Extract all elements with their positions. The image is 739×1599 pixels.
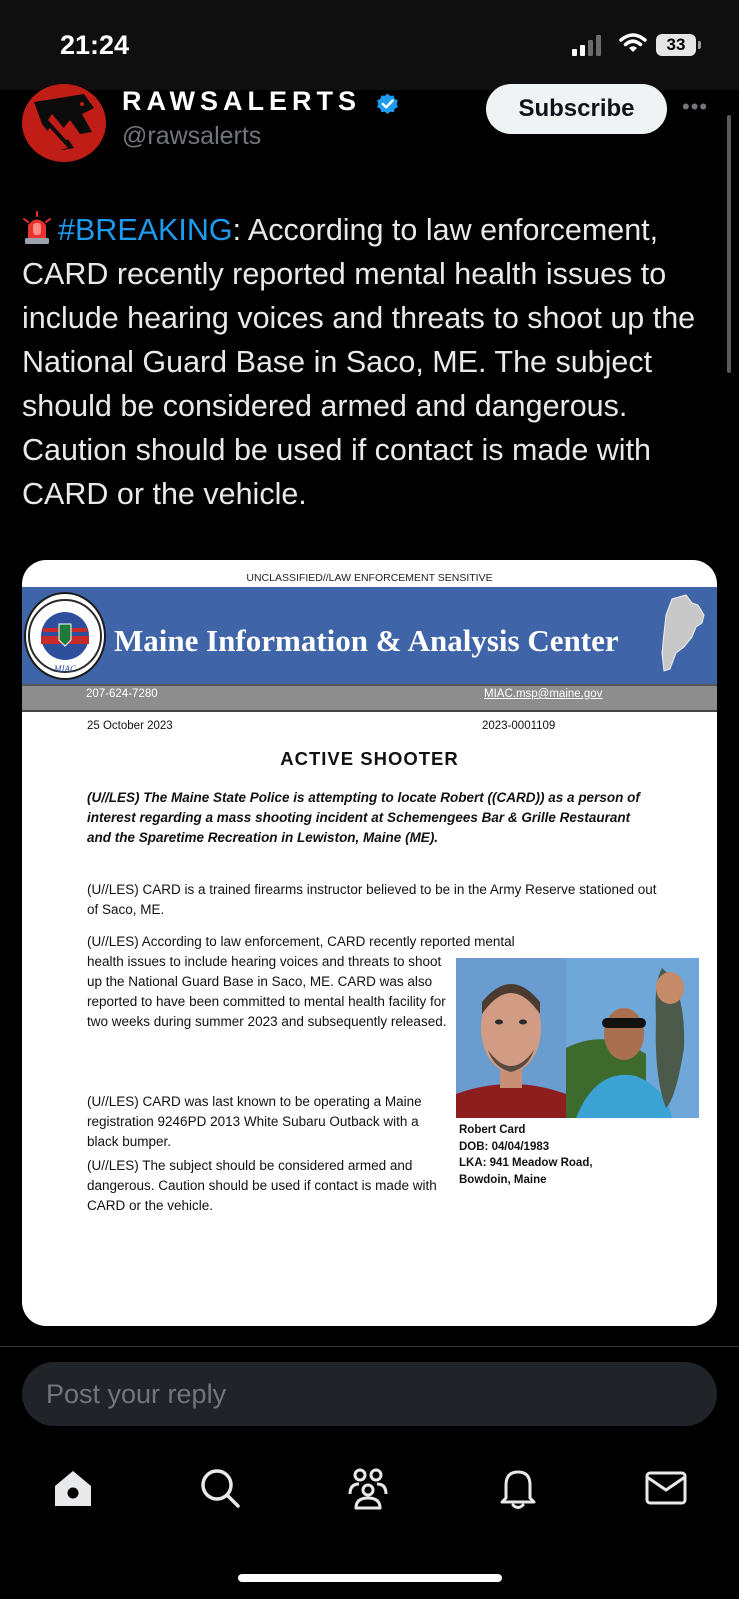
search-icon[interactable]: [198, 1466, 242, 1510]
messages-icon[interactable]: [644, 1466, 688, 1510]
divider: [0, 1346, 739, 1347]
doc-number: 2023-0001109: [482, 720, 556, 732]
notifications-icon[interactable]: [496, 1466, 540, 1510]
tweet-text: [22, 208, 722, 516]
hashtag-link[interactable]: #BREAKING: [58, 213, 233, 247]
home-icon[interactable]: [51, 1466, 95, 1510]
more-options-icon[interactable]: •••: [682, 94, 709, 119]
doc-paragraph: health issues to include hearing voices and threats to shoot up the National Guard Base in Saco, ME. CARD was also reported to have been committed to mental health facility for two weeks during summer 2023 and subsequently released.: [87, 954, 447, 1029]
handle[interactable]: @rawsalerts: [122, 122, 262, 150]
doc-paragraph: (U//LES) CARD is a trained firearms instructor believed to be in the Army Reserve stationed out of Saco, ME.: [87, 882, 657, 917]
doc-intro: (U//LES) The Maine State Police is attempting to locate Robert ((CARD)) as a person of interest regarding a mass shooting incident at Schemengees Bar & Grille Restaurant and the Sparetime Recreation in Lewiston, Maine (ME).: [87, 790, 640, 845]
verified-badge-icon: [375, 91, 400, 116]
doc-banner-title: Maine Information & Analysis Center: [114, 623, 619, 658]
subscribe-button[interactable]: Subscribe: [486, 84, 667, 134]
doc-paragraph: (U//LES) The subject should be considered armed and dangerous. Caution should be used if contact is made with CARD or the vehicle.: [87, 1158, 437, 1213]
communities-icon[interactable]: [346, 1466, 390, 1510]
doc-paragraph: (U//LES) According to law enforcement, CARD recently reported mental: [87, 934, 515, 949]
doc-classification: UNCLASSIFIED//LAW ENFORCEMENT SENSITIVE: [246, 572, 493, 584]
attached-document-image[interactable]: [22, 560, 717, 1326]
miac-seal-icon: [24, 592, 106, 680]
doc-heading: ACTIVE SHOOTER: [280, 748, 459, 769]
suspect-portrait-photo: [456, 958, 566, 1118]
photo-caption: [459, 1122, 659, 1188]
display-name[interactable]: RAWSALERTS: [122, 86, 361, 116]
doc-phone: 207-624-7280: [86, 688, 158, 700]
battery-tip: [698, 41, 701, 49]
doc-paragraph: (U//LES) CARD was last known to be operating a Maine registration 9246PD 2013 White Subaru Outback with a black bumper.: [87, 1094, 422, 1149]
siren-emoji-icon: [22, 211, 52, 245]
cellular-signal-icon: [572, 34, 604, 56]
maine-map-icon: [658, 593, 708, 677]
suspect-fishing-photo: [566, 958, 699, 1118]
caption-dob: DOB: 04/04/1983: [459, 1140, 550, 1153]
battery-icon: 33: [656, 34, 696, 56]
caption-name: Robert Card: [459, 1124, 526, 1136]
tweet-body: : According to law enforcement, CARD recently reported mental health issues to include hearing voices and threats to shoot up the National Guard Base in Saco, ME. The subject should be considered armed and dangerous. Caution should be used if contact is made with CARD or the vehicle.: [22, 213, 696, 511]
home-indicator: [238, 1574, 502, 1582]
wifi-icon: [619, 31, 647, 55]
doc-banner: [22, 587, 717, 684]
scrollbar[interactable]: [727, 115, 731, 373]
doc-date: 25 October 2023: [87, 720, 173, 732]
avatar[interactable]: [22, 84, 106, 162]
reply-input[interactable]: [22, 1362, 717, 1426]
caption-town: Bowdoin, Maine: [459, 1173, 547, 1186]
caption-lka: LKA: 941 Meadow Road,: [459, 1157, 593, 1169]
status-time: 21:24: [60, 30, 130, 60]
eagle-logo-icon: [22, 84, 106, 162]
doc-email: MIAC.msp@maine.gov: [484, 688, 603, 700]
seal-label: MIAC: [54, 664, 76, 674]
